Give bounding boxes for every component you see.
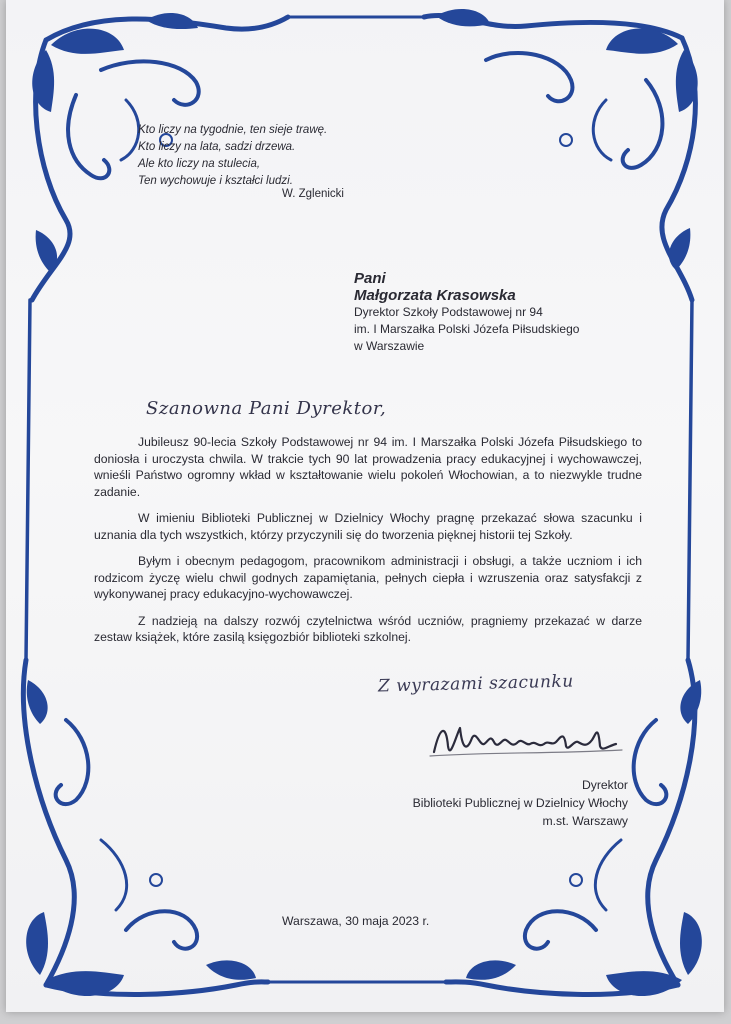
letter-sheet	[6, 0, 724, 1012]
body-paragraph: Jubileusz 90-lecia Szkoły Podstawowej nr 94 im. I Marszałka Polski Józefa Piłsudskiego to doniosła i uroczysta chwila. W trakcie tych 90 lat prowadzenia pracy edukacyjnej i wychowawczej, wnieśli Państwo ogromny wkład w kształtowanie wielu pokoleń Włochowian, a to niezwykle trudne zadanie.	[94, 435, 642, 499]
signer-line: m.st. Warszawy	[542, 814, 628, 828]
place-and-date: Warszawa, 30 maja 2023 r.	[282, 914, 430, 928]
body-paragraph: Z nadzieją na dalszy rozwój czytelnictwa wśród uczniów, pragniemy przekazać w darze zestaw książek, które zasilą księgozbiór biblioteki szkolnej.	[94, 613, 642, 644]
addressee-line: w Warszawie	[354, 339, 425, 353]
epigraph-line: Kto liczy na tygodnie, ten sieje trawę.	[138, 124, 328, 136]
signer-block	[413, 776, 628, 830]
signature	[426, 716, 626, 764]
addressee-block	[354, 270, 684, 355]
epigraph	[138, 122, 438, 190]
handwritten-salutation: Szanowna Pani Dyrektor,	[146, 398, 387, 419]
signer-line: Biblioteki Publicznej w Dzielnicy Włochy	[412, 796, 628, 810]
letter-body	[94, 434, 642, 656]
handwritten-closing: Z wyrazami szacunku	[377, 671, 574, 697]
epigraph-line: Ale kto liczy na stulecia,	[138, 158, 261, 170]
body-paragraph: W imieniu Biblioteki Publicznej w Dzielnicy Włochy pragnę przekazać słowa szacunku i uznania dla tych wszystkich, którzy przyczynili się do tworzenia pięknej historii tej Szkoły.	[94, 511, 642, 542]
addressee-name: Małgorzata Krasowska	[354, 287, 516, 304]
addressee-salute: Pani	[354, 270, 386, 287]
addressee-line: im. I Marszałka Polski Józefa Piłsudskiego	[354, 322, 580, 336]
addressee-line: Dyrektor Szkoły Podstawowej nr 94	[354, 305, 543, 319]
signer-line: Dyrektor	[581, 778, 628, 792]
epigraph-line: Kto liczy na lata, sadzi drzewa.	[138, 141, 296, 153]
epigraph-line: Ten wychowuje i kształci ludzi.	[138, 175, 293, 187]
body-paragraph: Byłym i obecnym pedagogom, pracownikom administracji i obsługi, a także uczniom i ich rodzicom życzę wielu chwil godnych zapamiętania, pełnych ciepła i wzruszenia oraz satysfakcji z wykonywanej pracy edukacyjno-wychowawczej.	[94, 554, 642, 601]
epigraph-author: W. Zglenicki	[282, 188, 344, 200]
